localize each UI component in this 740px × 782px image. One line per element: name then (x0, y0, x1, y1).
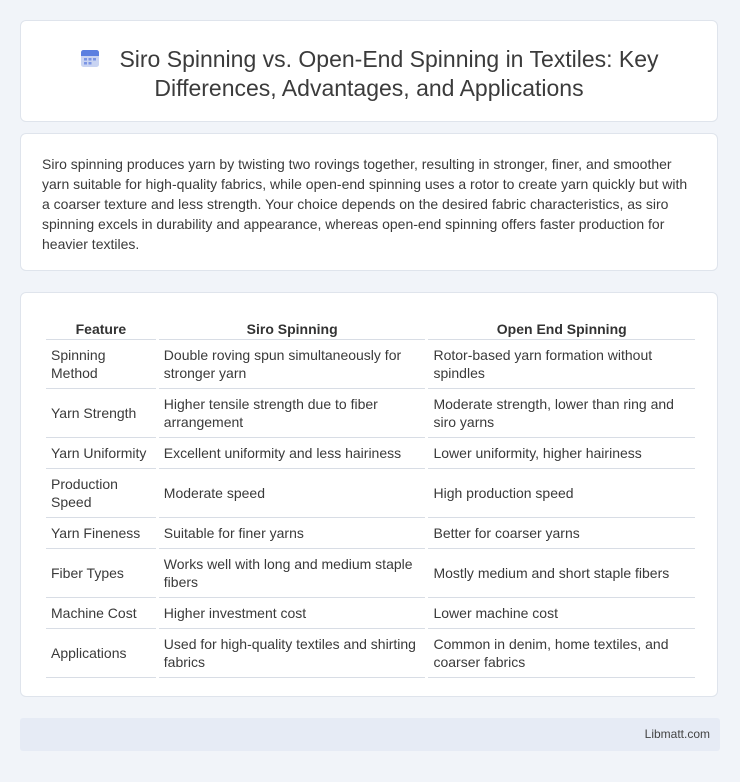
open-end-cell: High production speed (428, 469, 695, 518)
feature-cell: Yarn Fineness (46, 518, 156, 549)
page-title (21, 45, 717, 103)
footer-brand-link[interactable]: Libmatt.com (644, 727, 710, 741)
table-row (46, 598, 695, 629)
header-open-end: Open End Spinning (428, 315, 695, 340)
table-row (46, 340, 695, 389)
table-row (46, 629, 695, 678)
feature-cell: Machine Cost (46, 598, 156, 629)
open-end-cell: Lower machine cost (428, 598, 695, 629)
title-line-2: Differences, Advantages, and Applications (154, 75, 584, 101)
table-header-row (46, 315, 695, 340)
table-row (46, 438, 695, 469)
header-feature: Feature (46, 315, 156, 340)
open-end-cell: Mostly medium and short staple fibers (428, 549, 695, 598)
feature-cell: Production Speed (46, 469, 156, 518)
title-line-1: Siro Spinning vs. Open-End Spinning in Textiles: Key (119, 46, 659, 72)
open-end-cell: Common in denim, home textiles, and coarser fabrics (428, 629, 695, 678)
table-row (46, 549, 695, 598)
siro-cell: Suitable for finer yarns (159, 518, 426, 549)
siro-cell: Works well with long and medium staple fibers (159, 549, 426, 598)
siro-cell: Double roving spun simultaneously for stronger yarn (159, 340, 426, 389)
siro-cell: Moderate speed (159, 469, 426, 518)
feature-cell: Applications (46, 629, 156, 678)
siro-cell: Higher investment cost (159, 598, 426, 629)
feature-cell: Yarn Strength (46, 389, 156, 438)
open-end-cell: Moderate strength, lower than ring and siro yarns (428, 389, 695, 438)
siro-cell: Excellent uniformity and less hairiness (159, 438, 426, 469)
header-card (20, 20, 718, 122)
table-row (46, 469, 695, 518)
intro-text: Siro spinning produces yarn by twisting two rovings together, resulting in stronger, finer, and smoother yarn suitable for high-quality fabrics, while open-end spinning uses a rotor to create yarn quickly but with a coarser texture and less strength. Your choice depends on the desired fabric characteristics, as siro spinning excels in durability and appearance, whereas open-end spinning offers faster production for heavier textiles. (42, 156, 688, 252)
open-end-cell: Rotor-based yarn formation without spindles (428, 340, 695, 389)
siro-cell: Used for high-quality textiles and shirting fabrics (159, 629, 426, 678)
table-row (46, 518, 695, 549)
header-siro: Siro Spinning (159, 315, 426, 340)
comparison-card (20, 292, 718, 697)
feature-cell: Spinning Method (46, 340, 156, 389)
comparison-table (43, 315, 698, 678)
siro-cell: Higher tensile strength due to fiber arrangement (159, 389, 426, 438)
feature-cell: Fiber Types (46, 549, 156, 598)
calendar-icon (79, 47, 101, 69)
footer-bar (20, 718, 720, 751)
intro-card (20, 133, 718, 271)
table-row (46, 389, 695, 438)
open-end-cell: Better for coarser yarns (428, 518, 695, 549)
feature-cell: Yarn Uniformity (46, 438, 156, 469)
open-end-cell: Lower uniformity, higher hairiness (428, 438, 695, 469)
